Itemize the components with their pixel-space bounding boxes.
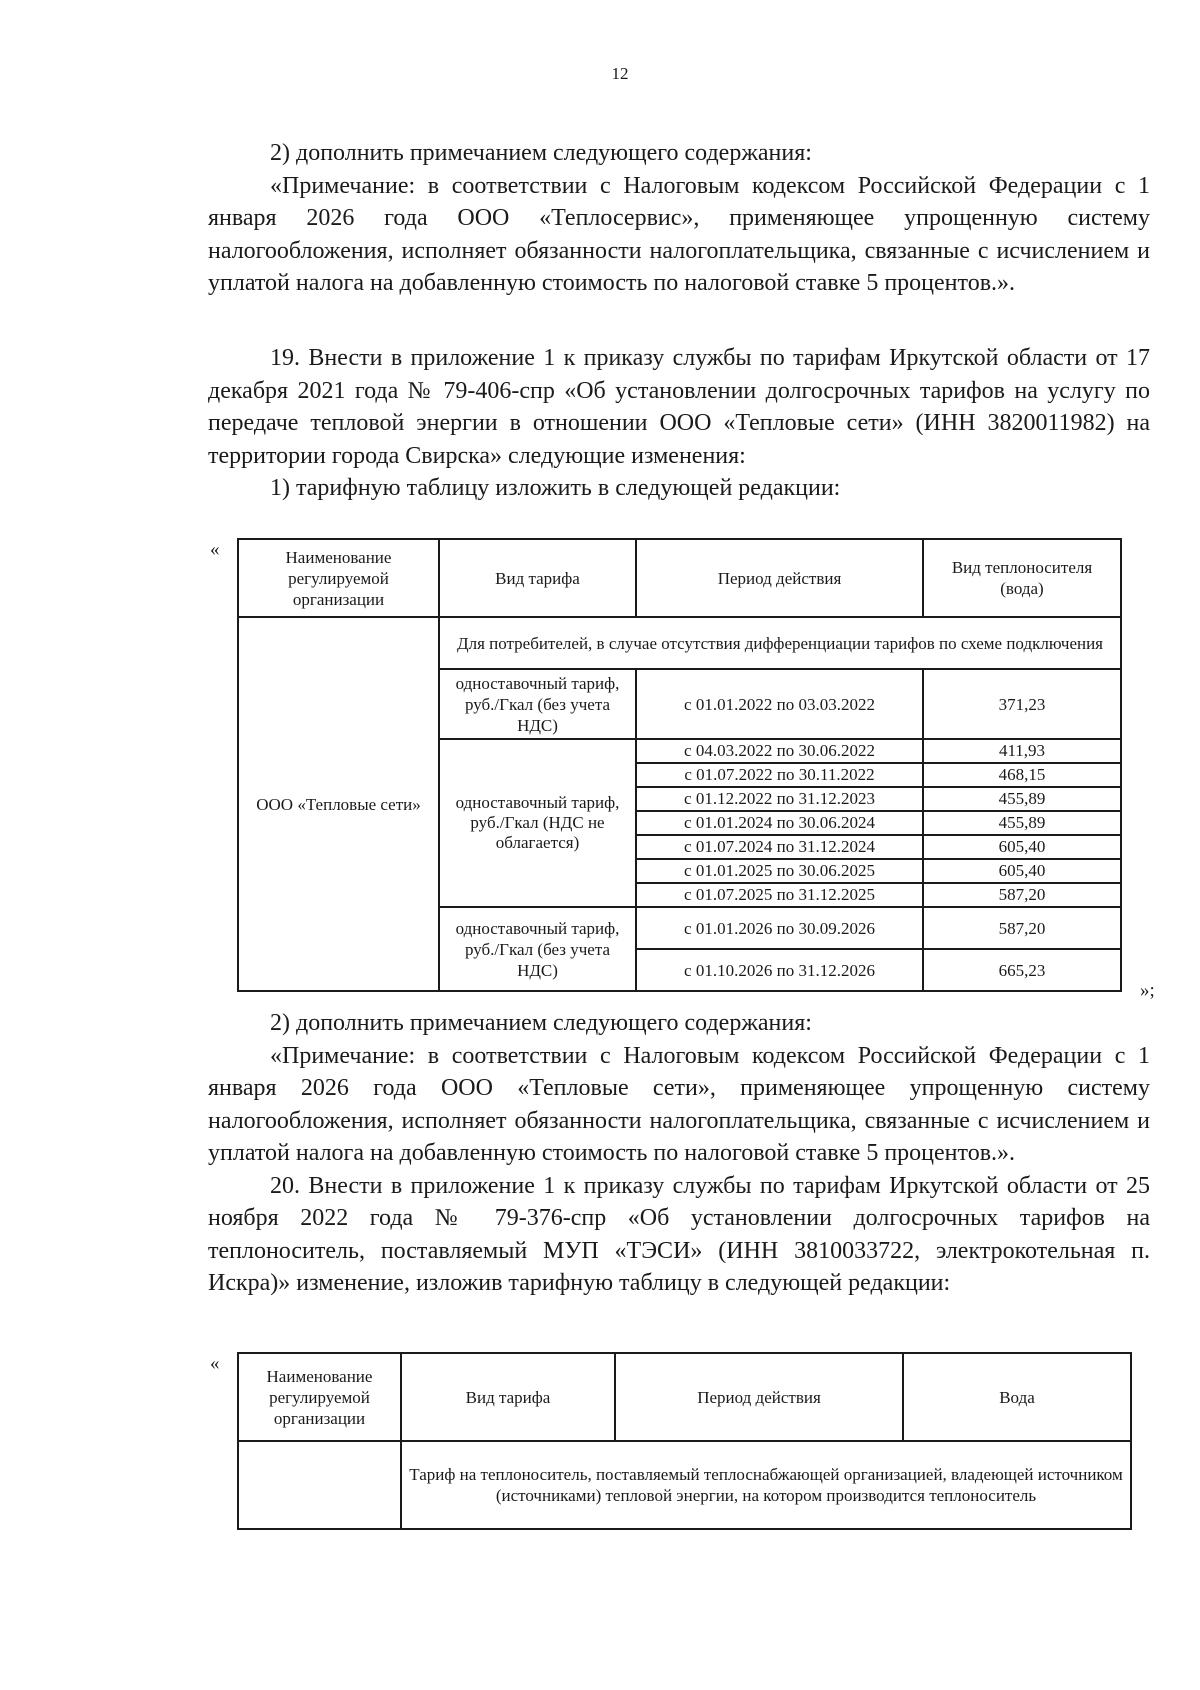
period-cell: с 01.01.2026 по 30.09.2026 [636,907,923,949]
value-cell: 411,93 [923,739,1121,763]
table-row [238,1441,1131,1529]
heat-carrier-subheader: Тариф на теплоноситель, поставляемый теплоснабжающей организацией, владеющей источником (источниками) тепловой энергии, на котором производится теплоноситель [401,1441,1131,1529]
organization-cell [238,1441,401,1529]
paragraph-item-20: 20. Внести в приложение 1 к приказу службы по тарифам Иркутской области от 25 ноября 2022 года № 79-376-спр «Об установлении долгосрочных тарифов на теплоноситель, поставляемый МУП «ТЭСИ» (ИНН 3810033722, электрокотельная п. Искра)» изменение, изложив тарифную таблицу в следующей редакции: [208,1172,1150,1296]
tariff-group-cell: одноставочный тариф, руб./Гкал (без учета НДС) [439,907,636,991]
value-cell: 587,20 [923,883,1121,907]
paragraph-note-teploservis: «Примечание: в соответствии с Налоговым кодексом Российской Федерации с 1 января 2026 года ООО «Теплосервис», применяющее упрощенную систему налогообложения, исполняет обязанности налогоплательщика, связанные с исчислением и уплатой налога на добавленную стоимость по налоговой ставке 5 процентов.». [208,172,1150,296]
text-block-item-19 [208,342,1150,505]
value-cell: 587,20 [923,907,1121,949]
header-cell-organization: Наименование регулируемой организации [238,1353,401,1441]
consumer-subheader: Для потребителей, в случае отсутствия дифференциации тарифов по схеме подключения [439,617,1121,669]
period-cell: с 01.07.2022 по 30.11.2022 [636,763,923,787]
paragraph-add-note: 2) дополнить примечанием следующего содержания: [270,1010,812,1036]
period-cell: с 01.01.2022 по 03.03.2022 [636,669,923,739]
value-cell: 468,15 [923,763,1121,787]
period-cell: с 01.12.2022 по 31.12.2023 [636,787,923,811]
period-cell: с 04.03.2022 по 30.06.2022 [636,739,923,763]
paragraph-table-intro: 1) тарифную таблицу изложить в следующей редакции: [270,475,841,501]
table-header-row [238,1353,1131,1441]
tariff-group-cell: одноставочный тариф, руб./Гкал (НДС не облагается) [439,739,636,907]
page-number: 12 [611,64,629,83]
header-cell-tariff-type: Вид тарифа [439,539,636,617]
value-cell: 455,89 [923,787,1121,811]
value-cell: 605,40 [923,859,1121,883]
organization-cell: ООО «Тепловые сети» [238,617,439,991]
table2-open-quote: « [210,1353,220,1374]
table1-open-quote: « [210,539,220,560]
header-cell-tariff-type: Вид тарифа [401,1353,615,1441]
header-cell-organization: Наименование регулируемой организации [238,539,439,617]
value-cell: 455,89 [923,811,1121,835]
paragraph-note-teplovye-seti: «Примечание: в соответствии с Налоговым кодексом Российской Федерации с 1 января 2026 года ООО «Тепловые сети», применяющее упрощенную систему налогообложения, исполняет обязанности налогоплательщика, связанные с исчислением и уплатой налога на добавленную стоимость по налоговой ставке 5 процентов.». [208,1042,1150,1166]
period-cell: с 01.01.2024 по 30.06.2024 [636,811,923,835]
period-cell: с 01.07.2025 по 31.12.2025 [636,883,923,907]
value-cell: 665,23 [923,949,1121,991]
header-cell-period: Период действия [636,539,923,617]
tariff-table-1 [237,538,1122,992]
text-block-top [208,137,1150,300]
header-cell-period: Период действия [615,1353,903,1441]
tariff-table-2 [237,1352,1132,1530]
header-cell-carrier: Вид теплоносителя (вода) [923,539,1121,617]
paragraph-item-19: 19. Внести в приложение 1 к приказу службы по тарифам Иркутской области от 17 декабря 2021 года № 79-406-спр «Об установлении долгосрочных тарифов на услугу по передаче тепловой энергии в отношении ООО «Тепловые сети» (ИНН 3820011982) на территории города Свирска» следующие изменения: [208,345,1150,469]
text-block-item-20 [208,1007,1150,1300]
paragraph-add-note: 2) дополнить примечанием следующего содержания: [270,140,812,166]
table-header-row [238,539,1121,617]
table1-close-quote: »; [1140,980,1155,1001]
period-cell: с 01.07.2024 по 31.12.2024 [636,835,923,859]
table-row [238,617,1121,669]
value-cell: 371,23 [923,669,1121,739]
header-cell-water: Вода [903,1353,1131,1441]
period-cell: с 01.01.2025 по 30.06.2025 [636,859,923,883]
tariff-group-cell: одноставочный тариф, руб./Гкал (без учета НДС) [439,669,636,739]
period-cell: с 01.10.2026 по 31.12.2026 [636,949,923,991]
value-cell: 605,40 [923,835,1121,859]
